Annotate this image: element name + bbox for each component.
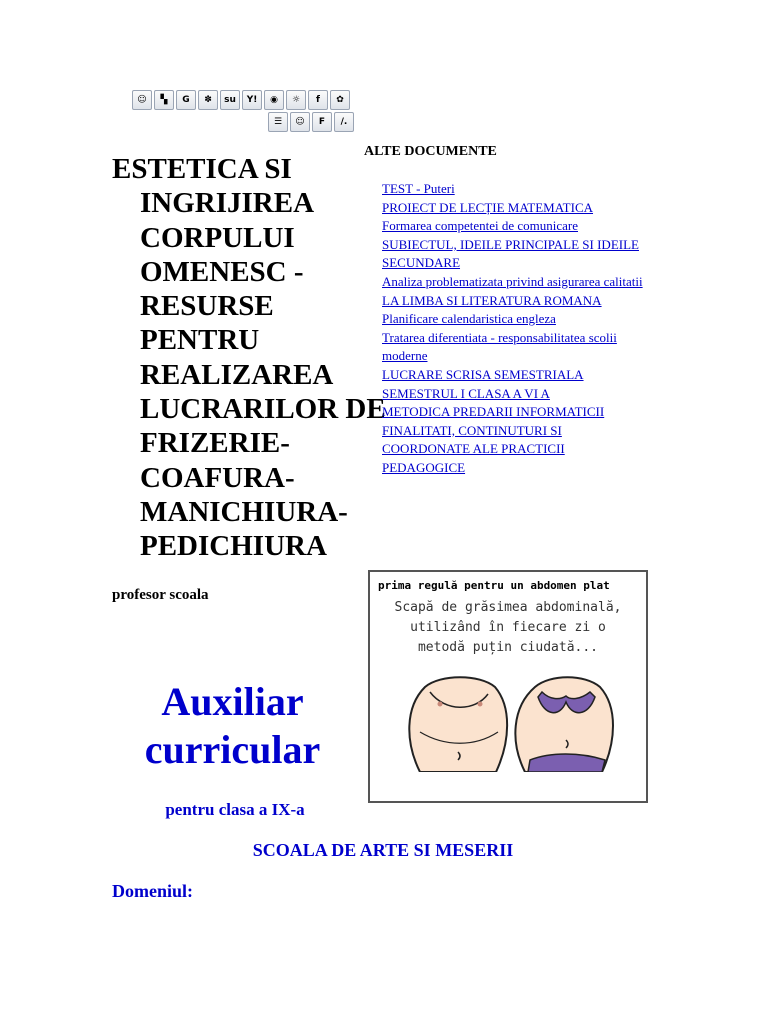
related-document-item: [382, 217, 644, 236]
grade-label: pentru clasa a IX-a: [165, 800, 305, 819]
related-document-item: [382, 273, 644, 310]
yahoo-buzz-icon[interactable]: ✽: [198, 90, 218, 110]
furl-icon[interactable]: f: [308, 90, 328, 110]
google-icon[interactable]: G: [176, 90, 196, 110]
related-document-item: [382, 329, 644, 366]
related-documents-heading: ALTE DOCUMENTE: [364, 144, 497, 159]
reddit-icon[interactable]: ☺: [290, 112, 310, 132]
auxiliary-title-line2: curricular: [144, 727, 321, 772]
ad-text-line: metodă puțin ciudată...: [417, 640, 598, 655]
domain-label: Domeniul:: [112, 881, 193, 901]
misterwong-icon[interactable]: ✿: [330, 90, 350, 110]
related-document-link[interactable]: PROIECT DE LECȚIE MATEMATICA: [382, 199, 594, 215]
newsvine-icon[interactable]: ☰: [268, 112, 288, 132]
yahoo-icon[interactable]: Y!: [242, 90, 262, 110]
auxiliary-title-line1: Auxiliar: [161, 679, 304, 724]
related-document-item: [382, 422, 644, 478]
author-label: profesor scoala: [112, 587, 209, 603]
auxiliary-title: [110, 678, 355, 774]
related-document-link[interactable]: FINALITATI, CONTINUTURI SI COORDONATE ALE PRACTICII PEDAGOGICE: [382, 422, 565, 475]
ad-body: [370, 598, 646, 658]
related-document-link[interactable]: Analiza problematizata privind asigurarea calitatii LA LIMBA SI LITERATURA ROMANA: [382, 273, 643, 308]
belly-cartoon-illustration: [400, 672, 620, 772]
share-row-top: [132, 90, 362, 110]
technorati-icon[interactable]: ☼: [286, 90, 306, 110]
ad-text-line: Scapă de grăsimea abdominală,: [394, 600, 622, 615]
related-document-link[interactable]: Formarea competentei de comunicare: [382, 218, 578, 234]
related-document-link[interactable]: TEST - Puteri: [382, 181, 455, 196]
fark-icon[interactable]: F: [312, 112, 332, 132]
related-document-link[interactable]: LUCRARE SCRISA SEMESTRIALA SEMESTRUL I CLASA A VI A: [382, 366, 584, 401]
school-name: SCOALA DE ARTE SI MESERII: [252, 840, 514, 860]
related-document-link[interactable]: SUBIECTUL, IDEILE PRINCIPALE SI IDEILE SECUNDARE: [382, 236, 639, 271]
share-row-bottom: [268, 112, 362, 132]
related-document-item: [382, 199, 644, 218]
related-document-link[interactable]: Planificare calendaristica engleza: [382, 311, 556, 327]
related-document-item: [382, 180, 644, 199]
related-document-link[interactable]: Tratarea diferentiata - responsabilitatea scolii moderne: [382, 329, 617, 364]
related-document-item: [382, 366, 644, 403]
related-document-item: [382, 403, 644, 422]
advertisement-banner[interactable]: [368, 570, 648, 803]
related-document-link[interactable]: METODICA PREDARII INFORMATICII: [382, 404, 605, 420]
related-document-item: [382, 236, 644, 273]
ad-text-line: utilizând în fiecare zi o: [410, 620, 606, 635]
delicious-icon[interactable]: ▚: [154, 90, 174, 110]
related-document-item: [382, 310, 644, 329]
stumbleupon-icon[interactable]: su: [220, 90, 240, 110]
social-share-bar: [132, 90, 362, 132]
related-documents-list: [382, 180, 644, 478]
document-title: ESTETICA SI INGRIJIREA CORPULUI OMENESC - RESURSE PENTRU REALIZAREA LUCRARILOR DE FRIZERIE-COAFURA-MANICHIURA-PEDICHIURA: [112, 153, 386, 563]
reddit-alien-icon[interactable]: ◉: [264, 90, 284, 110]
slashdot-icon[interactable]: /.: [334, 112, 354, 132]
ad-heading: prima regulă pentru un abdomen plat: [378, 579, 610, 592]
digg-icon[interactable]: ☺: [132, 90, 152, 110]
